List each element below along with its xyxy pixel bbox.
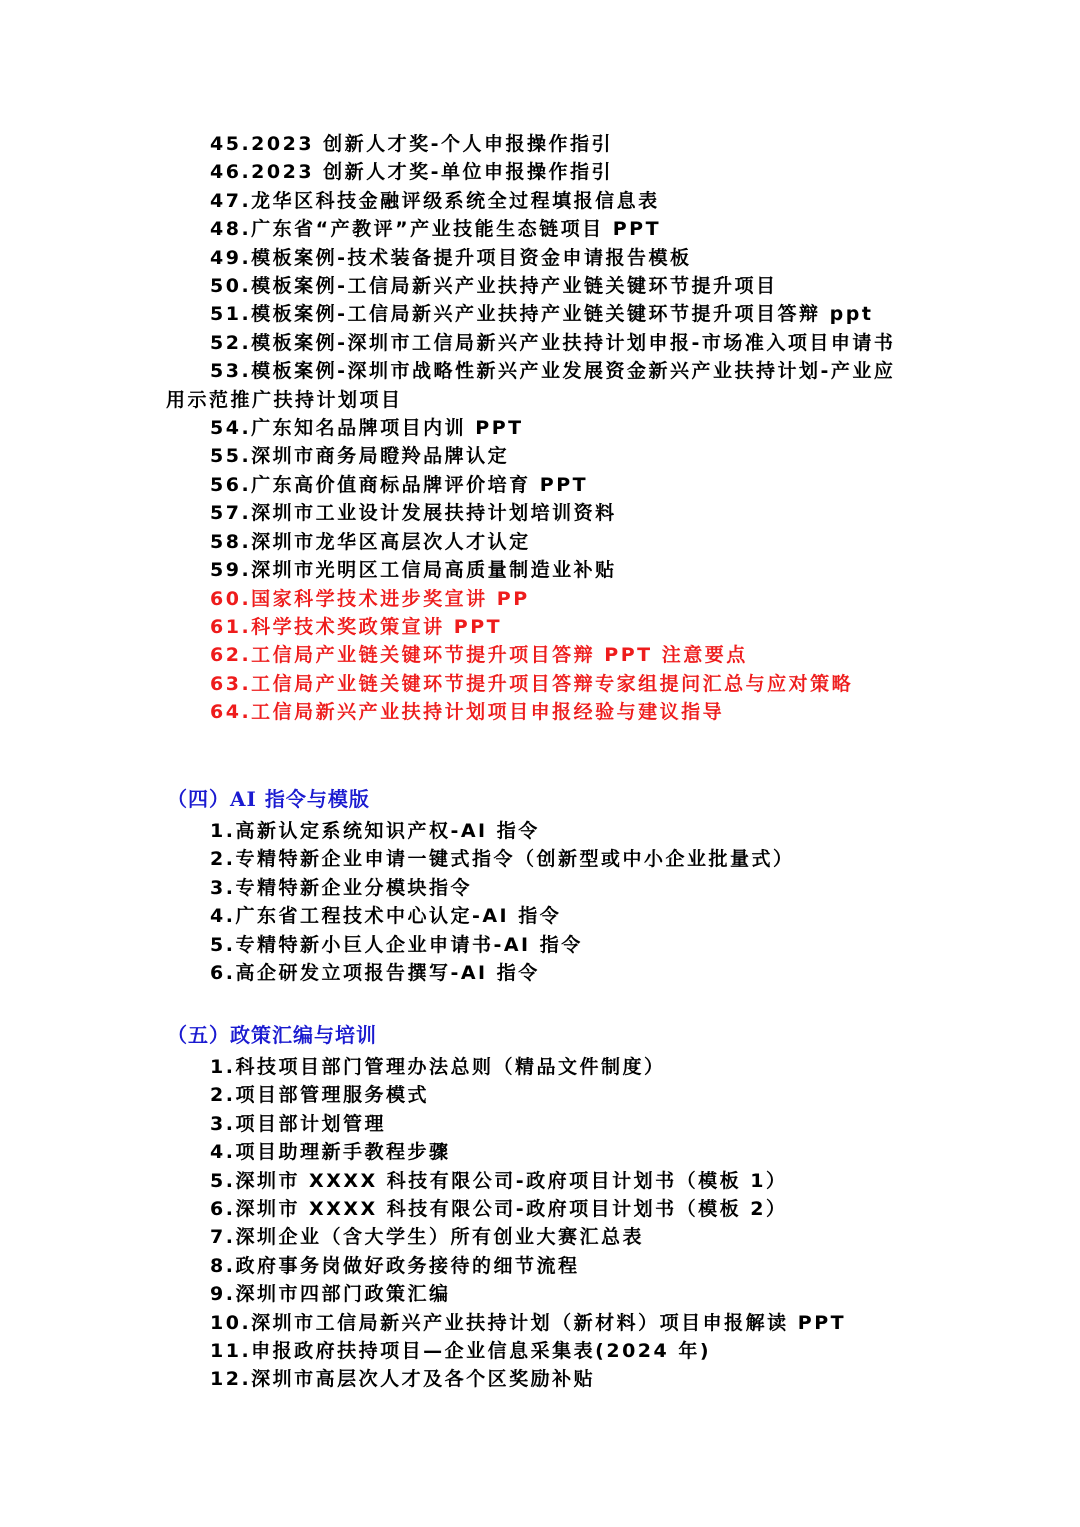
list-item: 6.深圳市 XXXX 科技有限公司-政府项目计划书（模板 2） xyxy=(210,1198,788,1221)
list-item: 4.广东省工程技术中心认定-AI 指令 xyxy=(210,905,562,928)
list-item: 2.专精特新企业申请一键式指令（创新型或中小企业批量式） xyxy=(210,848,795,871)
item-list-45-64 xyxy=(166,130,916,727)
list-item: 7.深圳企业（含大学生）所有创业大赛汇总表 xyxy=(210,1226,644,1249)
list-item-highlighted: 61.科学技术奖政策宣讲 PPT xyxy=(210,615,503,638)
list-item: 54.广东知名品牌项目内训 PPT xyxy=(210,417,524,440)
list-item: 51.模板案例-工信局新兴产业扶持产业链关键环节提升项目答辩 ppt xyxy=(210,303,874,326)
list-item: 48.广东省“产教评”产业技能生态链项目 PPT xyxy=(210,218,662,241)
list-item-highlighted: 62.工信局产业链关键环节提升项目答辩 PPT 注意要点 xyxy=(210,644,748,667)
list-item-highlighted: 60.国家科学技术进步奖宣讲 PP xyxy=(210,587,530,610)
list-item-highlighted: 63.工信局产业链关键环节提升项目答辩专家组提问汇总与应对策略 xyxy=(210,672,854,695)
list-item: 12.深圳市高层次人才及各个区奖励补贴 xyxy=(210,1368,596,1391)
list-item: 59.深圳市光明区工信局高质量制造业补贴 xyxy=(210,559,617,582)
list-item: 47.龙华区科技金融评级系统全过程填报信息表 xyxy=(210,189,660,212)
list-item: 3.专精特新企业分模块指令 xyxy=(210,876,472,899)
list-item: 57.深圳市工业设计发展扶持计划培训资料 xyxy=(210,502,617,525)
list-item: 11.申报政府扶持项目—企业信息采集表(2024 年) xyxy=(210,1340,712,1363)
list-item: 56.广东高价值商标品牌评价培育 PPT xyxy=(210,473,589,496)
ai-instructions-list xyxy=(210,817,794,987)
list-item: 1.科技项目部门管理办法总则（精品文件制度） xyxy=(210,1056,666,1078)
list-item: 50.模板案例-工信局新兴产业扶持产业链关键环节提升项目 xyxy=(210,275,778,298)
list-item-highlighted: 64.工信局新兴产业扶持计划项目申报经验与建议指导 xyxy=(210,701,725,724)
list-item: 49.模板案例-技术装备提升项目资金申请报告模板 xyxy=(210,246,692,269)
list-item: 52.模板案例-深圳市工信局新兴产业扶持计划申报-市场准入项目申请书 xyxy=(210,331,896,354)
list-item: 2.项目部管理服务模式 xyxy=(210,1084,429,1107)
policy-training-list xyxy=(210,1053,846,1394)
list-item: 45.2023 创新人才奖-个人申报操作指引 xyxy=(210,133,614,155)
list-item: 3.项目部计划管理 xyxy=(210,1112,386,1135)
list-item: 9.深圳市四部门政策汇编 xyxy=(210,1283,451,1306)
list-item: 46.2023 创新人才奖-单位申报操作指引 xyxy=(210,161,614,184)
list-item: 53.模板案例-深圳市战略性新兴产业发展资金新兴产业扶持计划-产业应用示范推广扶持计划项目 xyxy=(166,360,896,411)
list-item: 8.政府事务岗做好政务接待的细节流程 xyxy=(210,1254,580,1277)
section-heading-policy-training: （五）政策汇编与培训 xyxy=(167,1023,377,1047)
list-item: 5.专精特新小巨人企业申请书-AI 指令 xyxy=(210,933,583,956)
list-item: 5.深圳市 XXXX 科技有限公司-政府项目计划书（模板 1） xyxy=(210,1169,788,1192)
list-item: 55.深圳市商务局瞪羚品牌认定 xyxy=(210,445,510,468)
section-heading-ai-instructions: （四）AI 指令与模版 xyxy=(167,787,370,811)
list-item: 6.高企研发立项报告撰写-AI 指令 xyxy=(210,962,540,985)
list-item: 10.深圳市工信局新兴产业扶持计划（新材料）项目申报解读 PPT xyxy=(210,1311,847,1334)
list-item: 58.深圳市龙华区高层次人才认定 xyxy=(210,530,531,553)
list-item: 4.项目助理新手教程步骤 xyxy=(210,1141,451,1164)
list-item: 1.高新认定系统知识产权-AI 指令 xyxy=(210,820,540,842)
